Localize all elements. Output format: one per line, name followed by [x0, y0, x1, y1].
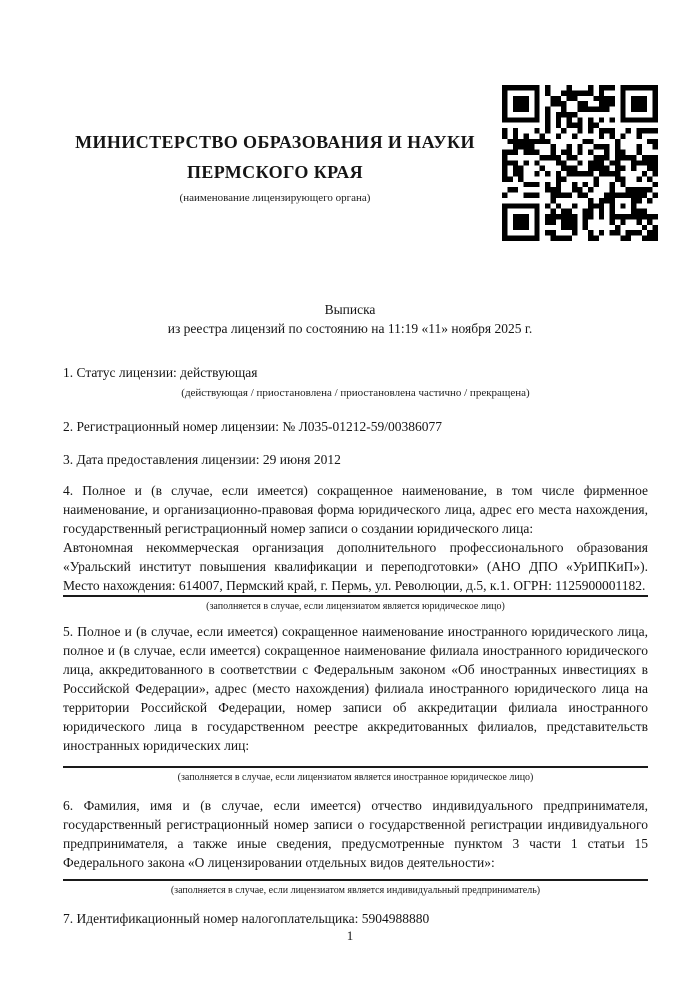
ministry-name-line2: ПЕРМСКОГО КРАЯ: [186, 162, 364, 182]
ministry-name: [58, 127, 492, 187]
item-grant-date: 3. Дата предоставления лицензии: 29 июня 2012: [63, 452, 341, 467]
document-title-line1: Выписка: [324, 302, 376, 317]
ministry-name-line1: МИНИСТЕРСТВО ОБРАЗОВАНИЯ И НАУКИ: [75, 132, 475, 152]
licensing-authority-block: [58, 85, 502, 204]
qr-code-icon: [502, 85, 658, 241]
item-foreign-entity-label: 5. Полное и (в случае, если имеется) сокращенное наименование иностранного юридического лица, полное и (в случае, если имеется) сокращенное наименование филиала иностранного юридического лица, аккредитованного в соответствии с Федеральным законом «Об иностранных инвестициях в Российской Федерации», адрес (место нахождения) филиала иностранного юридического лица на территории Российской Федерации, номер записи об аккредитации филиала иностранного юридического лица в государственном реестре аккредитованных филиалов, представительств иностранных юридических лиц:: [63, 624, 648, 753]
fill-line: [63, 872, 648, 881]
page-number: 1: [346, 928, 354, 943]
document-title: [0, 300, 700, 338]
item-legal-entity-caption: (заполняется в случае, если лицензиатом является юридическое лицо): [206, 601, 505, 612]
item-license-status-caption: (действующая / приостановлена / приостановлена частично / прекращена): [181, 387, 530, 399]
item-registration-number: 2. Регистрационный номер лицензии: № Л035-01212-59/00386077: [63, 419, 443, 434]
fill-line: [63, 595, 648, 597]
item-foreign-entity-caption: (заполняется в случае, если лицензиатом является иностранное юридическое лицо): [177, 772, 534, 783]
item-taxpayer-number: 7. Идентификационный номер налогоплательщика: 5904988880: [63, 911, 430, 926]
document-title-line2: из реестра лицензий по состоянию на 11:19 «11» ноября 2025 г.: [167, 321, 533, 336]
ministry-caption: (наименование лицензирующего органа): [179, 192, 371, 204]
item-legal-entity-label: 4. Полное и (в случае, если имеется) сокращенное наименование, в том числе фирменное наименование, и организационно-правовая форма юридического лица, адрес его места нахождения, государственный регистрационный номер записи о создании юридического лица:: [63, 483, 648, 536]
item-individual-label: 6. Фамилия, имя и (в случае, если имеется) отчество индивидуального предпринимателя, государственный регистрационный номер записи о государственной регистрации индивидуального предпринимателя, а также иные сведения, предусмотренные пунктом 3 части 1 статьи 15 Федерального закона «О лицензировании отдельных видов деятельности»:: [63, 798, 648, 870]
document-header: [58, 85, 658, 241]
item-individual-caption: (заполняется в случае, если лицензиатом является индивидуальный предприниматель): [170, 885, 541, 896]
item-legal-entity-value: Автономная некоммерческая организация дополнительного профессионального образования «Уральский институт повышения квалификации и переподготовки» (АНО ДПО «УрИПКиП»). Место нахождения: 614007, Пермский край, г. Пермь, ул. Революции, д.5, к.1. ОГРН: 1125900001182.: [63, 540, 648, 593]
item-license-status: 1. Статус лицензии: действующая: [63, 365, 258, 380]
document-body: [63, 364, 648, 927]
fill-line: [63, 755, 648, 768]
